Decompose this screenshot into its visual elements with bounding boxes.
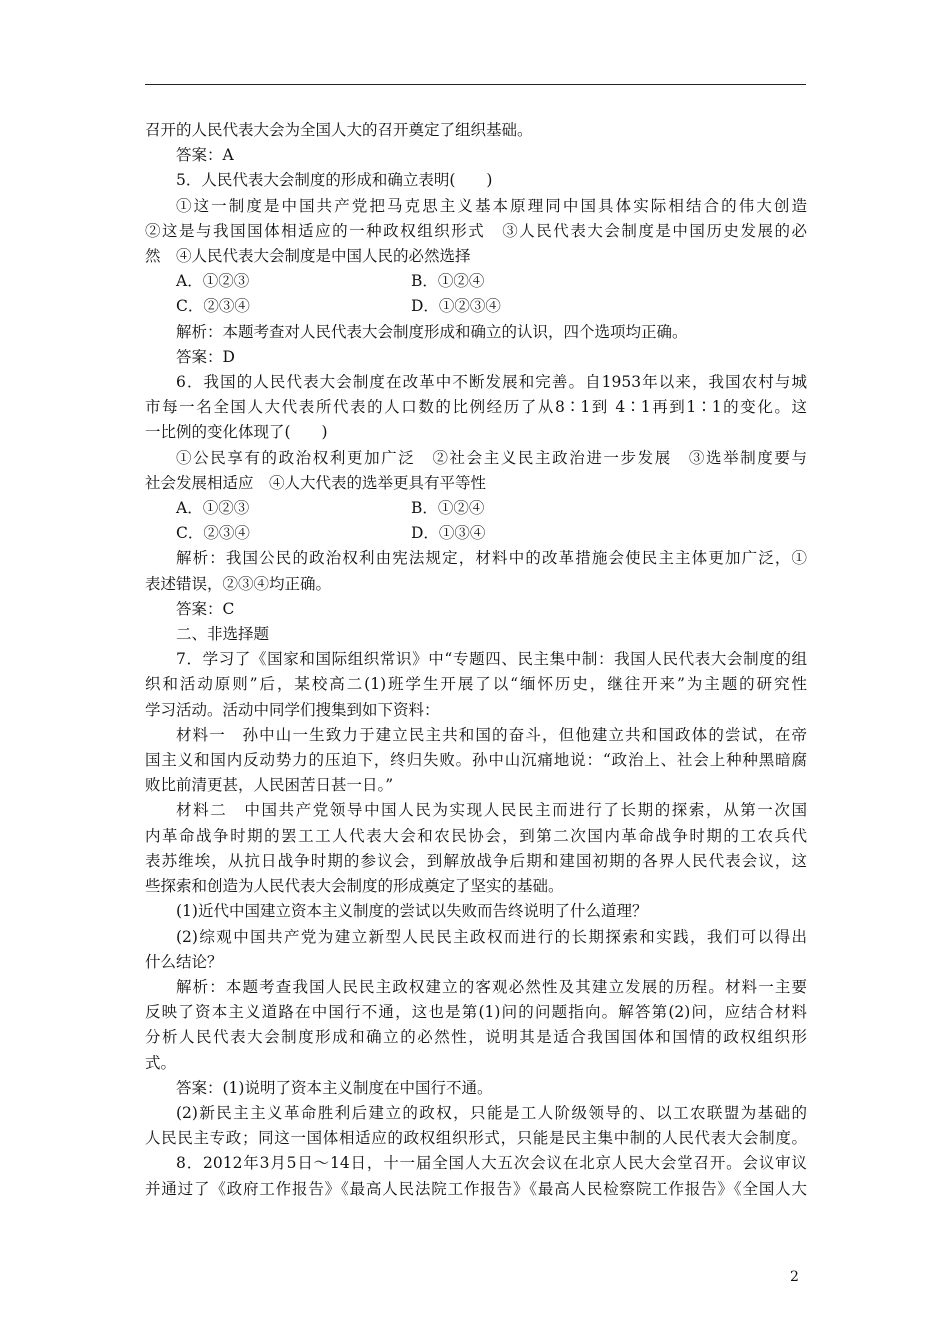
sub-question-2: (2)综观中国共产党为建立新型人民民主政权而进行的长期探索和实践，我们可以得出 [176,927,807,946]
text-line: 织和活动原则”后，某校高二(1)班学生开展了以“缅怀历史，继往开来”为主题的研究性 [145,675,807,694]
option-d: D．①②③④ [411,297,501,316]
text-line: 反映了资本主义道路在中国行不通，这也是第(1)问的问题指向。解答第(2)问，应结合材料 [145,1003,807,1022]
header-rule [145,84,806,85]
question-7: 7．学习了《国家和国际组织常识》中“专题四、民主集中制：我国人民代表大会制度的组 [176,650,807,669]
sub-question-1: (1)近代中国建立资本主义制度的尝试以失败而告终说明了什么道理？ [176,902,648,921]
text-line: 并通过了《政府工作报告》《最高人民法院工作报告》《最高人民检察院工作报告》《全国人大 [145,1179,807,1198]
text-line: 分析人民代表大会制度形成和确立的必然性，说明其是适合我国国体和国情的政权组织形 [145,1028,807,1047]
page-body [145,118,807,1202]
answer-line: 答案：(1)说明了资本主义制度在中国行不通。 [176,1078,493,1097]
options-row [145,521,807,546]
page-number: 2 [790,1269,799,1285]
material-two: 材料二 中国共产党领导中国人民为实现人民民主而进行了长期的探索，从第一次国 [176,801,807,820]
option-a: A．①②③ [176,499,250,518]
question-6: 6．我国的人民代表大会制度在改革中不断发展和完善。自1953年以来，我国农村与城 [176,373,807,392]
option-a: A．①②③ [176,272,250,291]
text-line: 败比前清更甚，人民困苦日甚一日。” [145,776,394,795]
text-line: 人民民主专政；同这一国体相适应的政权组织形式，只能是民主集中制的人民代表大会制度。 [145,1129,807,1148]
answer-line: 答案：D [176,347,235,366]
text-line: 什么结论？ [145,952,223,971]
text-line: 市每一名全国人大代表所代表的人口数的比例经历了从8∶1到 4∶1再到1∶1的变化。这 [145,398,807,417]
text-line: 国主义和国内反动势力的压迫下，终归失败。孙中山沉痛地说：“政治上、社会上种种黑暗腐 [145,751,807,770]
text-line: 学习活动。活动中同学们搜集到如下资料： [145,700,440,719]
question-5: 5．人民代表大会制度的形成和确立表明( ) [176,171,493,190]
analysis-line: 解析：本题考查对人民代表大会制度形成和确立的认识，四个选项均正确。 [176,322,688,341]
answer-line: 答案：A [176,146,234,165]
analysis-line: 解析：我国公民的政治权利由宪法规定，材料中的改革措施会使民主主体更加广泛，① [176,549,807,568]
text-line: ②这是与我国国体相适应的一种政权组织形式 ③人民代表大会制度是中国历史发展的必 [145,221,807,240]
text-line: 表述错误，②③④均正确。 [145,574,332,593]
text-line: (2)新民主主义革命胜利后建立的政权，只能是工人阶级领导的、以工农联盟为基础的 [176,1103,807,1122]
material-one: 材料一 孙中山一生致力于建立民主共和国的奋斗，但他建立共和国政体的尝试，在帝 [176,725,807,744]
options-row [145,269,807,294]
text-line: ①公民享有的政治权利更加广泛 ②社会主义民主政治进一步发展 ③选举制度要与 [176,448,807,467]
option-d: D．①③④ [411,524,486,543]
option-b: B．①②④ [411,499,485,518]
section-heading: 二、非选择题 [176,625,270,644]
options-row [145,294,807,319]
text-line: 内革命战争时期的罢工工人代表大会和农民协会，到第二次国内革命战争时期的工农兵代 [145,826,807,845]
text-line: 社会发展相适应 ④人大代表的选举更具有平等性 [145,473,487,492]
text-line: 然 ④人民代表大会制度是中国人民的必然选择 [145,247,471,266]
answer-line: 答案：C [176,599,235,618]
options-row [145,496,807,521]
option-b: B．①②④ [411,272,485,291]
text-line: 表苏维埃，从抗日战争时期的参议会，到解放战争后期和建国初期的各界人民代表会议，这 [145,851,807,870]
question-8: 8．2012年3月5日～14日，十一届全国人大五次会议在北京人民大会堂召开。会议审议 [176,1154,807,1173]
text-line: 式。 [145,1053,177,1072]
text-line: 召开的人民代表大会为全国人大的召开奠定了组织基础。 [145,121,533,139]
option-c: C．②③④ [176,524,250,543]
text-line: 一比例的变化体现了( ) [145,423,328,442]
analysis-line: 解析：本题考查我国人民民主政权建立的客观必然性及其建立发展的历程。材料一主要 [176,977,807,996]
text-line: 些探索和创造为人民代表大会制度的形成奠定了坚实的基础。 [145,877,564,896]
option-c: C．②③④ [176,297,250,316]
text-line: ①这一制度是中国共产党把马克思主义基本原理同中国具体实际相结合的伟大创造 [176,196,807,215]
